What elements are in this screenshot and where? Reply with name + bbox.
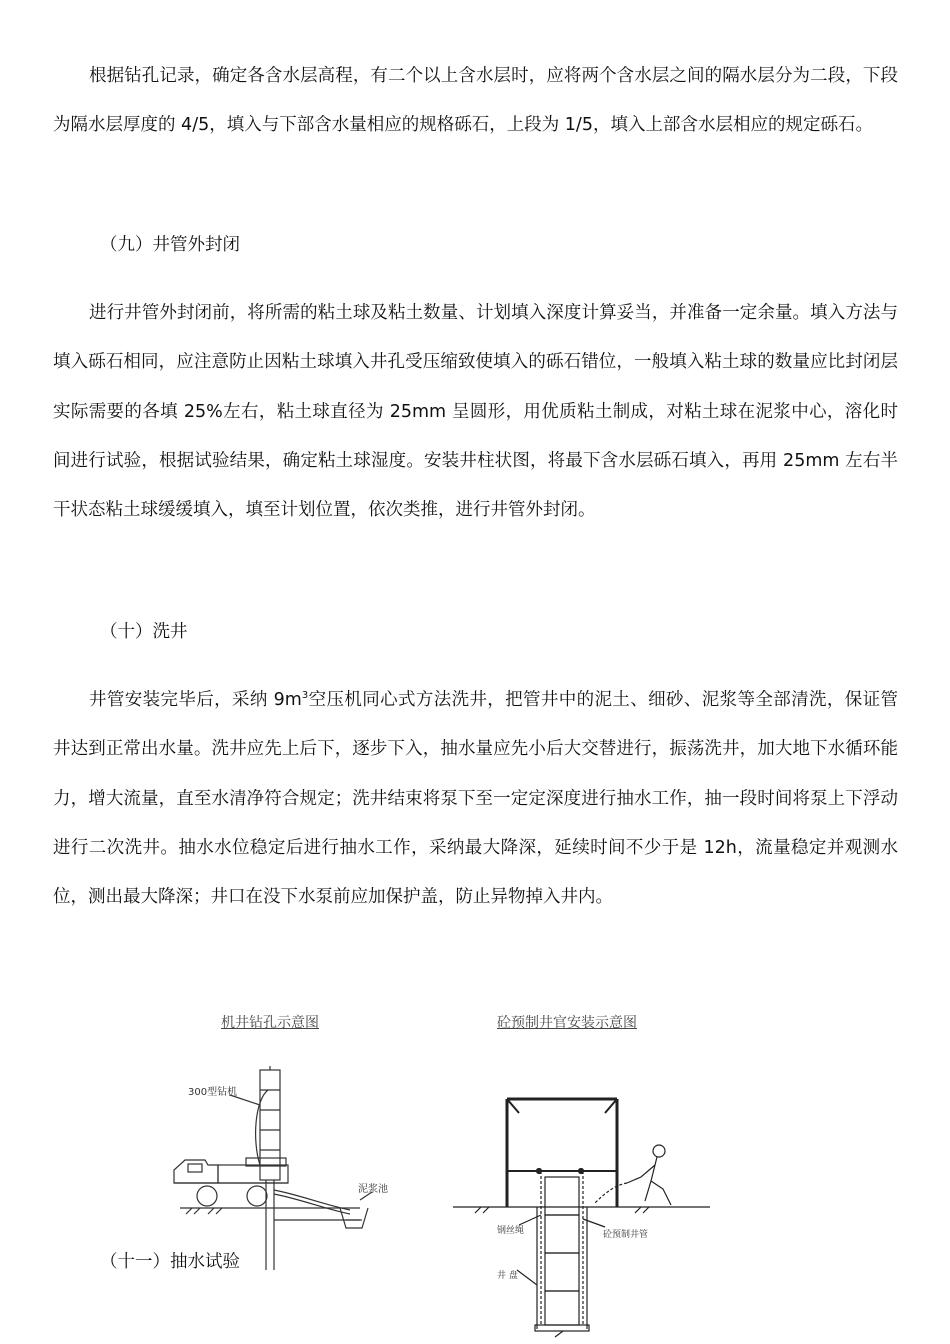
pipe-section-3 [545, 1253, 579, 1291]
pipe-section-1 [545, 1177, 579, 1215]
truck-wheel-rear [247, 1186, 267, 1206]
label-well-plate: 井 盘 [497, 1271, 518, 1281]
drilling-rig-diagram [160, 1060, 420, 1270]
heading-9-outer-sealing: （九）井管外封闭 [100, 235, 240, 255]
paragraph-gravel-filling: 根据钻孔记录，确定各含水层高程，有二个以上含水层时，应将两个含水层之间的隔水层分为二段，下段为隔水层厚度的 4/5，填入与下部含水量相应的规格砾石，上段为 1/5，填入上部含水层相应的规定砾石。 [53, 66, 898, 136]
paragraph-well-washing [53, 676, 898, 922]
label-steel-rope: 钢丝绳 [497, 1226, 525, 1236]
well-plate [535, 1325, 589, 1331]
mud-pool [340, 1208, 368, 1228]
label-mud-pool: 泥浆池 [358, 1184, 388, 1195]
superscript-3: 3 [301, 690, 309, 702]
rig-mast [260, 1070, 280, 1180]
paragraph-outer-sealing: 进行井管外封闭前，将所需的粘土球及粘土数量、计划填入深度计算妥当，并准备一定余量。填入方法与填入砾石相同，应注意防止因粘土球填入井孔受压缩致使填入的砾石错位，一般填入粘土球的数量应比封闭层实际需要的各填 25%左右，粘土球直径为 25mm 呈圆形，用优质粘土制成，对粘土球在泥浆中心，溶化时间进行试验，根据试验结果，确定粘土球湿度。安装井柱状图，将最下含水层砾石填入，再用 25mm 左右半干状态粘土球缓缓填入，填至计划位置，依次类推，进行井管外封闭。 [53, 303, 898, 521]
pipe-section-4 [545, 1291, 579, 1325]
well-pipe-installation-diagram [445, 1085, 730, 1344]
label-precast-pipe: 砼预制井管 [603, 1230, 649, 1240]
heading-11-pumping-test: （十一）抽水试验 [100, 1250, 244, 1274]
truck-wheel-front [197, 1186, 217, 1206]
para-text-part2: 空压机同心式方法洗井，把管井中的泥土、细砂、泥浆等全部清洗，保证管井达到正常出水量。洗井应先上后下，逐步下入，抽水量应先小后大交替进行，振荡洗井，加大地下水循环能力，增大流量，直至水清净符合规定；洗井结束将泵下至一定定深度进行抽水工作，抽一段时间将泵上下浮动进行二次洗井。抽水水位稳定后进行抽水工作，采纳最大降深，延续时间不少于是 12h，流量稳定并观测水位，测出最大降深；井口在没下水泵前应加保护盖，防止异物掉入井内。 [53, 690, 898, 908]
pipe-section-2 [545, 1215, 579, 1253]
left-figure-caption: 机井钻孔示意图 [221, 1015, 319, 1031]
label-rig: 300型钻机 [188, 1087, 238, 1098]
para-text-part1: 井管安装完毕后，采纳 9m [89, 690, 302, 710]
heading-10-well-washing: （十）洗井 [100, 622, 188, 642]
right-figure-caption: 砼预制井官安装示意图 [497, 1015, 637, 1031]
worker-head [653, 1145, 665, 1157]
